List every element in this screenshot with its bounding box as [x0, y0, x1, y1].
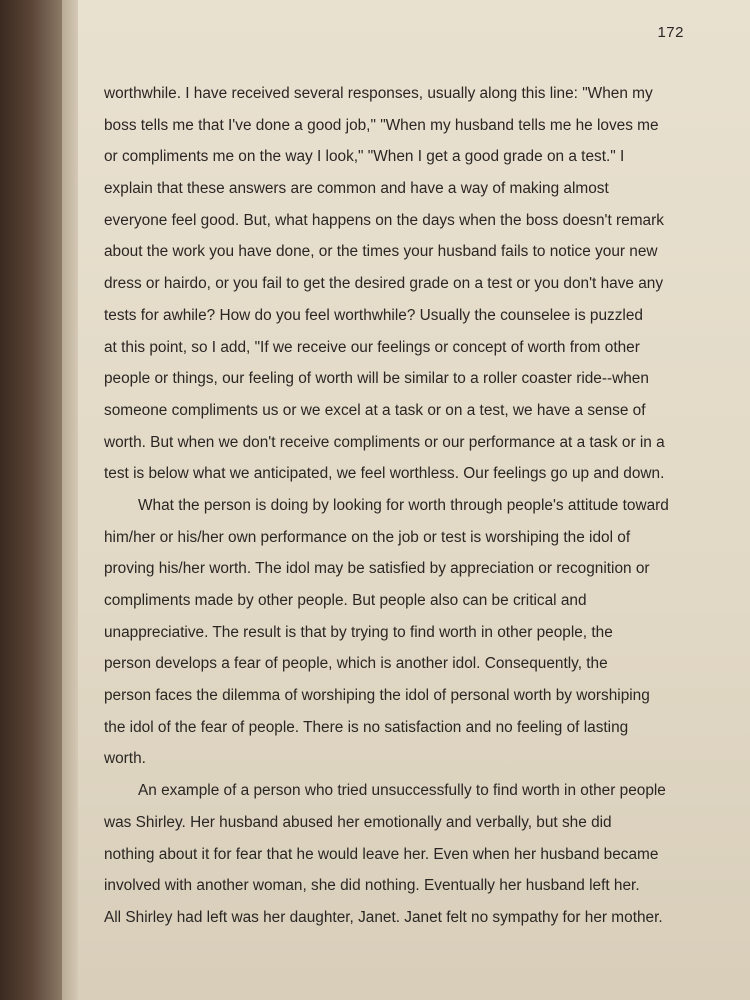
page-gutter	[62, 0, 78, 1000]
page-body	[104, 78, 712, 934]
paragraph	[104, 78, 712, 490]
text-line: nothing about it for fear that he would leave her. Even when her husband became	[104, 845, 659, 863]
text-line: someone compliments us or we excel at a task or on a test, we have a sense of	[104, 401, 646, 419]
text-line: person develops a fear of people, which is another idol. Consequently, the	[104, 655, 608, 673]
text-line: at this point, so I add, "If we receive our feelings or concept of worth from other	[104, 338, 640, 356]
text-line: worth. But when we don't receive compliments or our performance at a task or in a	[104, 433, 665, 451]
text-line: him/her or his/her own performance on the job or test is worshiping the idol of	[104, 528, 631, 546]
text-line: worthwhile. I have received several responses, usually along this line: "When my	[104, 85, 653, 102]
text-line: compliments made by other people. But people also can be critical and	[104, 592, 587, 609]
page-number: 172	[657, 24, 684, 41]
text-line: involved with another woman, she did nothing. Eventually her husband left her.	[104, 877, 640, 895]
text-line: proving his/her worth. The idol may be satisfied by appreciation or recognition or	[104, 560, 650, 578]
text-line: unappreciative. The result is that by trying to find worth in other people, the	[104, 623, 613, 641]
text-line: dress or hairdo, or you fail to get the desired grade on a test or you don't have any	[104, 275, 664, 293]
text-line: about the work you have done, or the times your husband fails to notice your new	[104, 243, 658, 261]
text-line: worth.	[104, 750, 146, 768]
text-line: people or things, our feeling of worth will be similar to a roller coaster ride--when	[104, 370, 649, 388]
text-line: An example of a person who tried unsuccessfully to find worth in other people	[138, 782, 666, 800]
text-line: explain that these answers are common and have a way of making almost	[104, 180, 609, 198]
text-line: or compliments me on the way I look," "When I get a good grade on a test." I	[104, 148, 625, 166]
text-line: All Shirley had left was her daughter, Janet. Janet felt no sympathy for her mother.	[104, 908, 663, 926]
text-line: everyone feel good. But, what happens on the days when the boss doesn't remark	[104, 211, 664, 229]
book-spine	[0, 0, 62, 1000]
book-page	[78, 0, 750, 1000]
text-line: What the person is doing by looking for worth through people's attitude toward	[138, 496, 669, 514]
paragraph	[104, 490, 712, 775]
paragraph	[104, 775, 712, 933]
text-line: the idol of the fear of people. There is no satisfaction and no feeling of lasting	[104, 718, 629, 736]
text-line: boss tells me that I've done a good job," "When my husband tells me he loves me	[104, 116, 659, 134]
text-line: tests for awhile? How do you feel worthwhile? Usually the counselee is puzzled	[104, 306, 643, 324]
text-line: was Shirley. Her husband abused her emotionally and verbally, but she did	[104, 813, 612, 831]
text-line: test is below what we anticipated, we feel worthless. Our feelings go up and down.	[104, 465, 665, 483]
text-line: person faces the dilemma of worshiping the idol of personal worth by worshiping	[104, 687, 650, 705]
